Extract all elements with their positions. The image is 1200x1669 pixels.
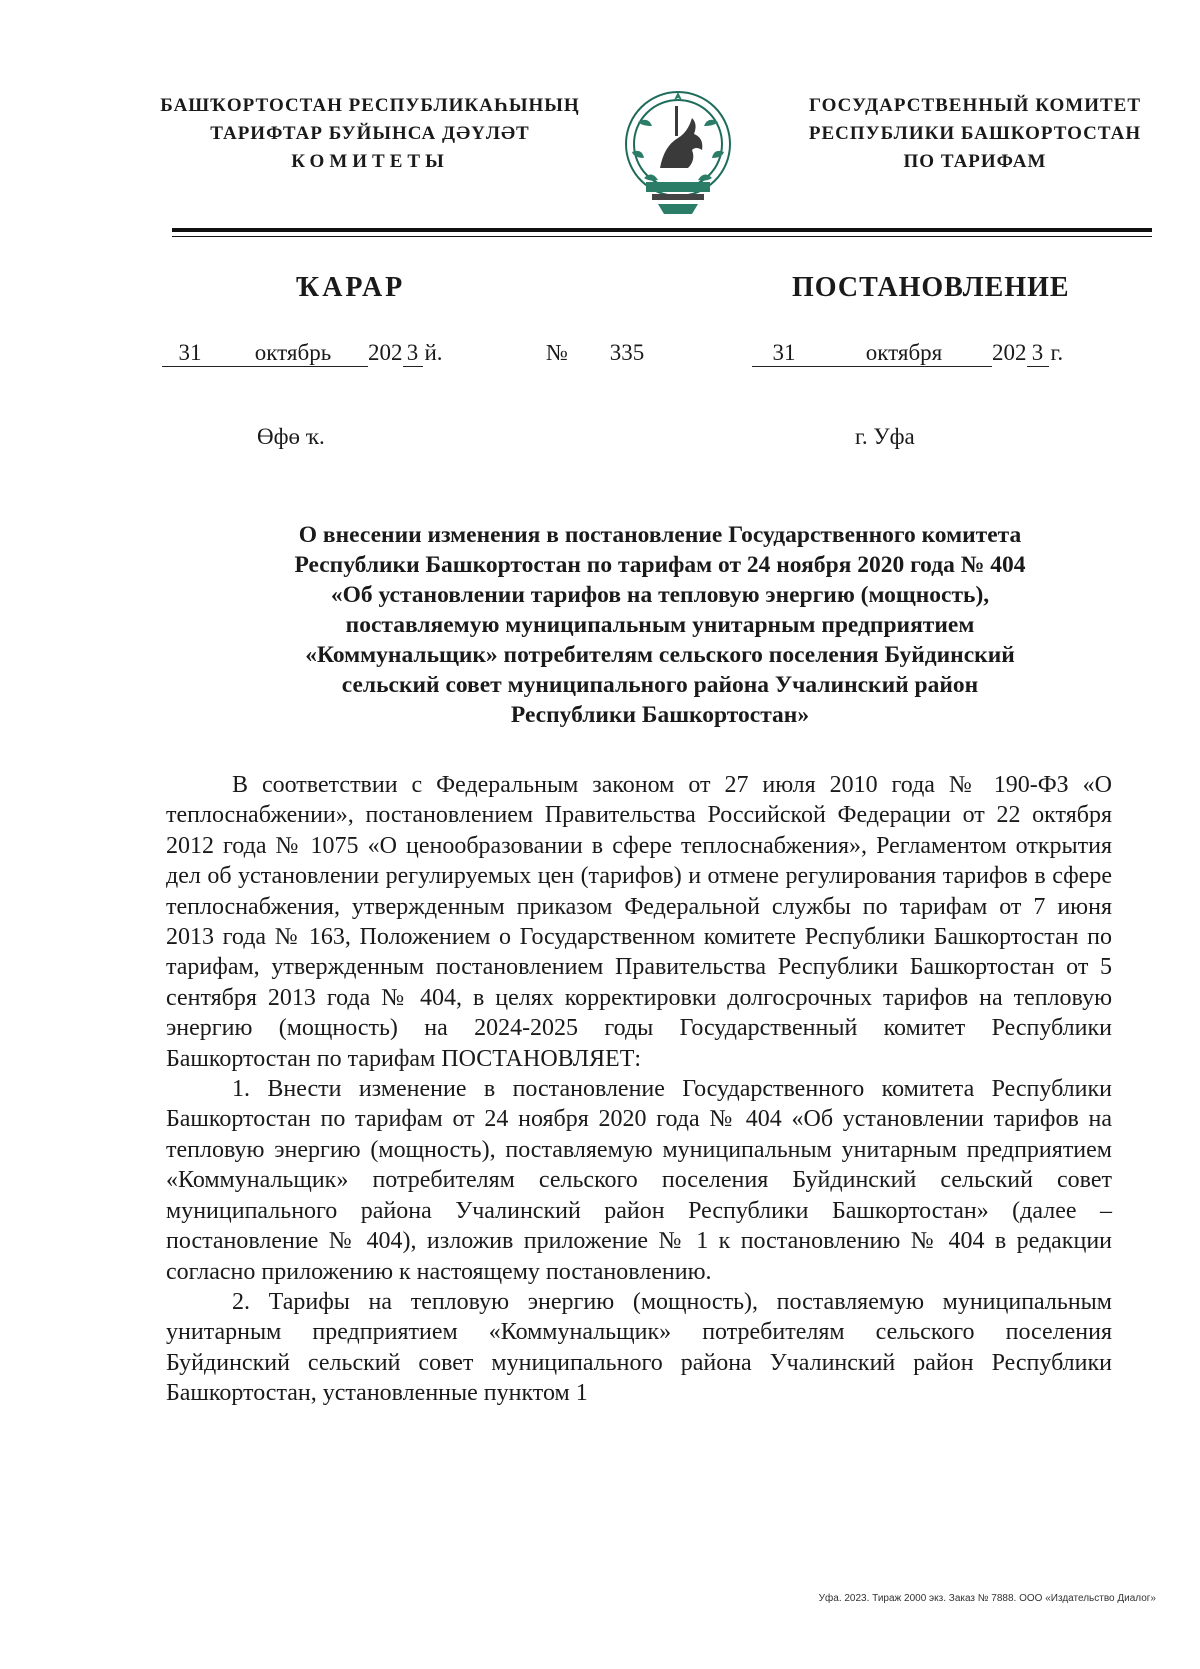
document-body bbox=[166, 770, 1112, 1409]
title-line: О внесении изменения в постановление Государственного комитета bbox=[298, 522, 1022, 548]
header-right-line-1: ГОСУДАРСТВЕННЫЙ КОМИТЕТ bbox=[808, 95, 1142, 116]
header-left-line-1: БАШҠОРТОСТАН РЕСПУБЛИКАҺЫНЫҢ bbox=[160, 95, 580, 116]
header-left-line-3: КОМИТЕТЫ bbox=[291, 151, 449, 172]
print-footer: Уфа. 2023. Тираж 2000 экз. Заказ № 7888. ООО «Издательство Диалог» bbox=[818, 1593, 1156, 1604]
doc-type-right: ПОСТАНОВЛЕНИЕ bbox=[792, 272, 1070, 303]
date-left-year-prefix: 202 bbox=[368, 340, 403, 365]
body-paragraph-item-2: 2. Тарифы на тепловую энергию (мощность), поставляемую муниципальным унитарным предприятием «Коммунальщик» потребителям сельского поселения Буйдинский сельский совет муниципального района Учалинский район Республики Башкортостан, установленные пунктом 1 bbox=[166, 1288, 1112, 1407]
body-paragraph-preamble: В соответствии с Федеральным законом от 27 июля 2010 года № 190-ФЗ «О теплоснабжении», постановлением Правительства Российской Федерации от 22 октября 2012 года № 1075 «О ценообразовании в сфере теплоснабжения», Регламентом открытия дел об установлении регулируемых цен (тарифов) и отмене регулирования тарифов в сфере теплоснабжения, утвержденным приказом Федеральной службы по тарифам от 7 июня 2013 года № 163, Положением о Государственном комитете Республики Башкортостан по тарифам, утвержденным постановлением Правительства Республики Башкортостан от 5 сентября 2013 года № 404, в целях корректировки долгосрочных тарифов на тепловую энергию (мощность) на 2024-2025 годы Государственный комитет Республики Башкортостан по тарифам ПОСТАНОВЛЯЕТ: bbox=[166, 772, 1112, 1072]
header-left-line-2: ТАРИФТАР БУЙЫНСА ДӘҮЛӘТ bbox=[210, 123, 530, 144]
doc-number bbox=[546, 340, 644, 366]
date-right-month: октября bbox=[816, 340, 992, 367]
header-right-line-2: РЕСПУБЛИКИ БАШКОРТОСТАН bbox=[808, 123, 1142, 144]
title-line: Республики Башкортостан» bbox=[510, 702, 810, 728]
document-title bbox=[172, 520, 1148, 730]
title-line: поставляемую муниципальным унитарным предприятием bbox=[345, 612, 975, 638]
date-right-year-prefix: 202 bbox=[992, 340, 1027, 365]
date-right-year-digit: 3 bbox=[1027, 340, 1049, 367]
date-left-day: 31 bbox=[162, 340, 218, 367]
title-line: сельский совет муниципального района Учалинский район bbox=[341, 672, 979, 698]
doc-type-left: ҠАРАР bbox=[296, 272, 406, 303]
date-left-suffix: й. bbox=[424, 340, 443, 365]
header-left-block bbox=[160, 92, 580, 176]
title-line: Республики Башкортостан по тарифам от 24 ноября 2020 года № 404 bbox=[294, 552, 1026, 578]
date-right-day: 31 bbox=[752, 340, 816, 367]
place-left: Өфө ҡ. bbox=[257, 424, 325, 449]
date-right-suffix: г. bbox=[1050, 340, 1064, 365]
doc-number-sign: № bbox=[546, 340, 568, 365]
place-right: г. Уфа bbox=[855, 424, 915, 449]
date-left bbox=[162, 340, 443, 367]
header-right-block bbox=[795, 92, 1155, 176]
body-paragraph-item-1: 1. Внести изменение в постановление Государственного комитета Республики Башкортостан по тарифам от 24 ноября 2020 года № 404 «Об установлении тарифов на тепловую энергию (мощность), поставляемую муниципальным унитарным предприятием «Коммунальщик» потребителям сельского поселения Буйдинский сельский совет муниципального района Учалинский район Республики Башкортостан» (далее – постановление № 404), изложив приложение № 1 к постановлению № 404 в редакции согласно приложению к настоящему постановлению. bbox=[166, 1076, 1112, 1285]
header-divider-thin bbox=[172, 236, 1152, 237]
header-right-line-3: ПО ТАРИФАМ bbox=[903, 151, 1047, 172]
doc-number-value: 335 bbox=[609, 340, 645, 365]
title-line: «Коммунальщик» потребителям сельского поселения Буйдинский bbox=[305, 642, 1015, 668]
title-line: «Об установлении тарифов на тепловую энергию (мощность), bbox=[330, 582, 990, 608]
date-left-month: октябрь bbox=[218, 340, 368, 367]
header-divider-thick bbox=[172, 228, 1152, 232]
bashkortostan-coat-of-arms-icon bbox=[618, 82, 738, 222]
date-right bbox=[752, 340, 1063, 367]
date-left-year-digit: 3 bbox=[403, 340, 423, 367]
